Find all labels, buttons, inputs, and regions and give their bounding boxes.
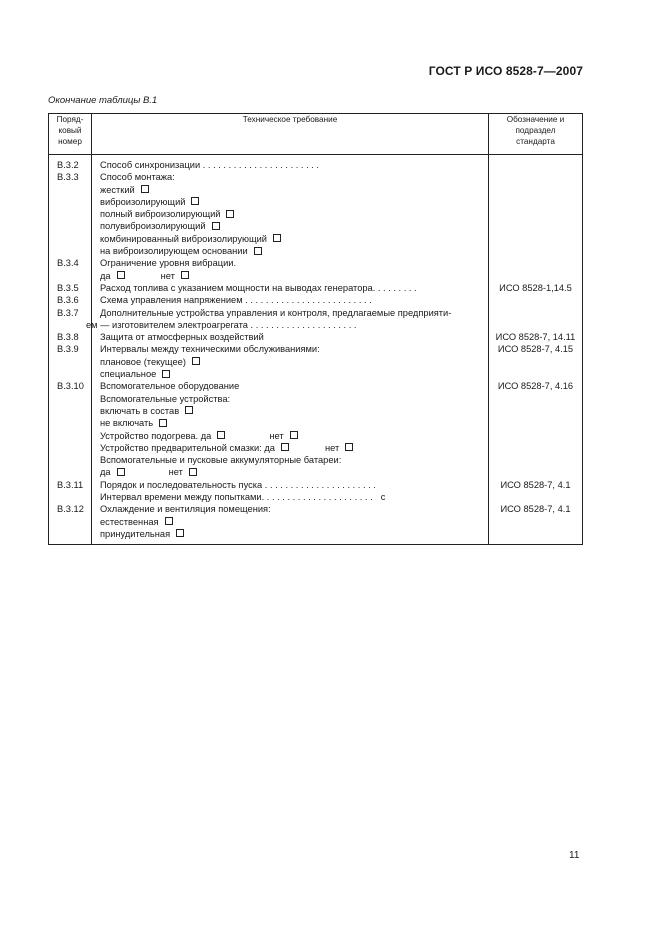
requirement-line: Расход топлива с указанием мощности на выводах генератора. . . . . . . . . bbox=[100, 282, 417, 293]
checkbox[interactable] bbox=[189, 468, 197, 476]
standard-reference: ИСО 8528-7, 4.1 bbox=[500, 504, 571, 515]
requirement-line: Вспомогательные и пусковые аккумуляторные батареи: bbox=[100, 455, 342, 466]
option-label: комбинированный виброизолирующий bbox=[100, 233, 268, 244]
requirement-line: Вспомогательное оборудование bbox=[100, 381, 240, 392]
requirement-line: Ограничение уровня вибрации. bbox=[100, 258, 237, 269]
row-number: В.3.5 bbox=[57, 282, 79, 293]
requirement-line: Дополнительные устройства управления и контроля, предлагаемые предприяти- bbox=[100, 307, 452, 318]
checkbox-option-line bbox=[100, 245, 483, 257]
standard-reference bbox=[489, 196, 582, 208]
table-caption: Окончание таблицы В.1 bbox=[48, 95, 158, 106]
row-number bbox=[57, 393, 91, 405]
checkbox[interactable] bbox=[165, 517, 173, 525]
row-number bbox=[57, 442, 91, 454]
checkbox[interactable] bbox=[217, 431, 225, 439]
row-number: В.3.11 bbox=[57, 479, 84, 490]
standard-reference bbox=[489, 417, 582, 429]
row-number: В.3.10 bbox=[57, 381, 84, 392]
checkbox[interactable] bbox=[117, 468, 125, 476]
checkbox-option-line bbox=[100, 368, 483, 380]
option-label: полный виброизолирующий bbox=[100, 209, 221, 220]
option-label: полувиброизолирующий bbox=[100, 221, 206, 232]
checkbox-option-line bbox=[100, 356, 483, 368]
checkbox-option-line bbox=[100, 516, 483, 528]
standard-reference bbox=[489, 159, 582, 171]
checkbox-option-line bbox=[100, 220, 483, 232]
checkbox[interactable] bbox=[273, 234, 281, 242]
yes-no-line bbox=[100, 442, 483, 454]
requirement-text: Интервал времени между попытками. . . . . . . . . . . . . . . . . . . . . . bbox=[100, 492, 373, 503]
requirement-line: Порядок и последовательность пуска . . . . . . . . . . . . . . . . . . . . . . bbox=[100, 479, 376, 490]
col-number-header: Поряд- ковый номер bbox=[49, 114, 92, 155]
yes-label: да bbox=[100, 467, 111, 478]
row-number bbox=[57, 466, 91, 478]
requirements-table bbox=[48, 113, 583, 545]
page-number: 11 bbox=[569, 850, 580, 861]
standard-designation: ГОСТ Р ИСО 8528-7—2007 bbox=[428, 64, 583, 78]
row-number bbox=[57, 233, 91, 245]
checkbox-option-line bbox=[100, 208, 483, 220]
row-number: В.3.6 bbox=[57, 295, 79, 306]
checkbox[interactable] bbox=[159, 419, 167, 427]
row-number: В.3.8 bbox=[57, 332, 79, 343]
standard-reference bbox=[489, 208, 582, 220]
option-label: на виброизолирующем основании bbox=[100, 246, 248, 257]
row-number: В.3.12 bbox=[57, 504, 84, 515]
standard-reference bbox=[489, 233, 582, 245]
standard-reference bbox=[489, 466, 582, 478]
standard-reference bbox=[489, 491, 582, 503]
table-header-row bbox=[49, 114, 583, 155]
checkbox-option-line bbox=[100, 405, 483, 417]
standard-reference bbox=[489, 442, 582, 454]
standard-reference: ИСО 8528-7, 14.11 bbox=[495, 332, 576, 343]
no-label: нет bbox=[168, 467, 183, 478]
standard-reference bbox=[489, 368, 582, 380]
option-label: жесткий bbox=[100, 184, 135, 195]
row-number: В.3.4 bbox=[57, 258, 79, 269]
option-label: виброизолирующий bbox=[100, 196, 186, 207]
checkbox[interactable] bbox=[254, 247, 262, 255]
checkbox-option-line bbox=[100, 233, 483, 245]
yes-no-line bbox=[100, 270, 483, 282]
standard-reference: ИСО 8528-1,14.5 bbox=[499, 282, 572, 293]
row-number: В.3.2 bbox=[57, 160, 79, 170]
row-number: В.3.9 bbox=[57, 344, 79, 355]
standard-reference bbox=[489, 307, 582, 319]
standard-reference bbox=[489, 319, 582, 331]
checkbox[interactable] bbox=[141, 185, 149, 193]
checkbox[interactable] bbox=[192, 357, 200, 365]
row-number bbox=[57, 184, 91, 196]
requirement-line: Вспомогательные устройства: bbox=[100, 393, 231, 404]
option-label: включать в состав bbox=[100, 405, 180, 416]
requirement-column bbox=[86, 155, 489, 545]
row-number bbox=[57, 454, 91, 466]
row-number bbox=[57, 208, 91, 220]
no-label: нет bbox=[324, 442, 340, 453]
yes-label: Устройство предварительной смазки: да bbox=[100, 442, 275, 453]
row-number bbox=[57, 417, 91, 429]
yes-no-line bbox=[100, 466, 483, 478]
standard-reference: ИСО 8528-7, 4.1 bbox=[500, 479, 571, 490]
row-number bbox=[57, 528, 91, 540]
requirement-line: ем — изготовителем электроагрегата . . . . . . . . . . . . . . . . . . . . . bbox=[86, 319, 357, 330]
row-number bbox=[57, 356, 91, 368]
option-label: не включать bbox=[100, 418, 154, 429]
yes-no-line bbox=[100, 430, 483, 442]
standard-reference bbox=[489, 393, 582, 405]
checkbox[interactable] bbox=[176, 529, 184, 537]
standard-reference bbox=[489, 294, 582, 306]
checkbox[interactable] bbox=[181, 271, 189, 279]
col-requirement-header: Техническое требование bbox=[92, 114, 489, 155]
option-label: плановое (текущее) bbox=[100, 356, 186, 367]
requirement-line: Схема управления напряжением . . . . . . . . . . . . . . . . . . . . . . . . . bbox=[100, 295, 372, 306]
checkbox[interactable] bbox=[185, 406, 193, 414]
requirement-line: Способ синхронизации . . . . . . . . . . . . . . . . . . . . . . . bbox=[100, 160, 320, 170]
checkbox[interactable] bbox=[191, 197, 199, 205]
checkbox[interactable] bbox=[117, 271, 125, 279]
col-reference-header: Обозначение и подраздел стандарта bbox=[489, 114, 583, 155]
no-label: нет bbox=[160, 270, 175, 281]
checkbox[interactable] bbox=[281, 443, 289, 451]
option-label: принудительная bbox=[100, 528, 171, 539]
row-number bbox=[57, 516, 91, 528]
standard-reference: ИСО 8528-7, 4.15 bbox=[497, 344, 574, 355]
row-number: В.3.7 bbox=[57, 307, 79, 318]
reference-column bbox=[489, 155, 583, 545]
checkbox[interactable] bbox=[162, 370, 170, 378]
checkbox[interactable] bbox=[212, 222, 220, 230]
standard-reference: ИСО 8528-7, 4.16 bbox=[497, 381, 574, 392]
checkbox[interactable] bbox=[345, 443, 353, 451]
standard-reference bbox=[489, 245, 582, 257]
yes-label: Устройство подогрева. да bbox=[100, 430, 212, 441]
standard-reference bbox=[489, 405, 582, 417]
unit-seconds: с bbox=[380, 492, 386, 503]
standard-reference bbox=[489, 270, 582, 282]
standard-reference bbox=[489, 356, 582, 368]
option-label: естественная bbox=[100, 516, 159, 527]
row-number bbox=[57, 220, 91, 232]
requirement-line: Защита от атмосферных воздействий bbox=[100, 332, 264, 343]
requirement-line: Интервалы между техническими обслуживаниями: bbox=[100, 344, 320, 355]
standard-reference bbox=[489, 184, 582, 196]
requirement-line: Способ монтажа: bbox=[100, 172, 175, 183]
row-number bbox=[57, 245, 91, 257]
standard-reference bbox=[489, 220, 582, 232]
requirement-line-with-unit bbox=[100, 491, 483, 503]
number-column bbox=[49, 155, 92, 545]
option-label: специальное bbox=[100, 369, 157, 380]
requirement-line: Охлаждение и вентиляция помещения: bbox=[100, 504, 271, 515]
checkbox[interactable] bbox=[226, 210, 234, 218]
standard-reference bbox=[489, 430, 582, 442]
checkbox-option-line bbox=[100, 417, 483, 429]
row-number bbox=[57, 430, 91, 442]
yes-label: да bbox=[100, 270, 111, 281]
standard-reference bbox=[489, 454, 582, 466]
checkbox-option-line bbox=[100, 528, 483, 540]
row-number bbox=[57, 368, 91, 380]
row-number bbox=[57, 491, 91, 503]
checkbox[interactable] bbox=[290, 431, 298, 439]
row-number: В.3.3 bbox=[57, 172, 79, 183]
table-body-row bbox=[49, 155, 583, 545]
row-number bbox=[57, 270, 91, 282]
standard-reference bbox=[489, 528, 582, 540]
standard-reference bbox=[489, 257, 582, 269]
no-label: нет bbox=[269, 430, 284, 441]
checkbox-option-line bbox=[100, 184, 483, 196]
standard-reference bbox=[489, 516, 582, 528]
row-number bbox=[57, 405, 91, 417]
row-number bbox=[57, 196, 91, 208]
checkbox-option-line bbox=[100, 196, 483, 208]
standard-reference bbox=[489, 171, 582, 183]
